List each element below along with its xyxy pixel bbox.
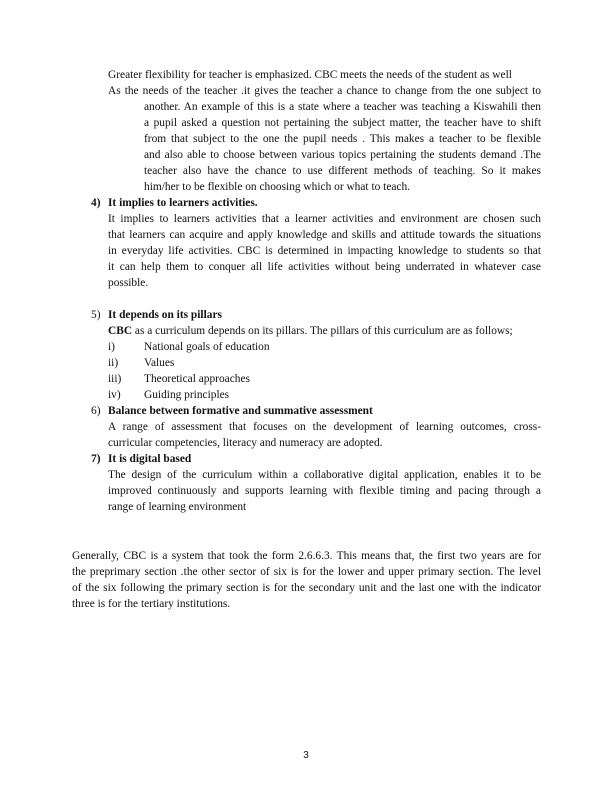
text-line: in everyday life activities. CBC is determined in impacting knowledge to students so that <box>108 245 541 257</box>
text-line: The design of the curriculum within a collaborative digital application, enables it to be <box>108 469 541 481</box>
text-line: teacher also have the chance to use different methods of teaching. So it makes <box>144 165 541 177</box>
text-line: improved continuously and supports learning with flexible timing and pacing through a <box>108 485 541 497</box>
text-line: it can help them to conquer all life activities without being underrated in whatever case <box>108 261 541 273</box>
item-number: 6) <box>91 405 101 417</box>
text-line: Generally, CBC is a system that took the form 2.6.6.3. This means that, the first two years are for <box>72 550 541 562</box>
text-line: and also able to choose between various topics pertaining the students demand .The <box>144 149 541 161</box>
text-line: a pupil asked a question not pertaining the subject matter, the teacher have to shift <box>144 117 541 129</box>
text-line: another. An example of this is a state where a teacher was teaching a Kiswahili then <box>144 101 541 113</box>
item-number: 5) <box>91 309 101 321</box>
sub-number: ii) <box>108 357 119 369</box>
text-rest: as a curriculum depends on its pillars. The pillars of this curriculum are as follows; <box>132 325 513 337</box>
text-line: him/her to be flexible on choosing which or what to teach. <box>144 181 411 193</box>
item-number: 7) <box>91 453 101 465</box>
item-heading: It implies to learners activities. <box>108 197 258 209</box>
sub-item: Theoretical approaches <box>144 373 250 385</box>
text-line: the preprimary section .the other sector of six is for the lower and upper primary section. The level <box>72 566 541 578</box>
sub-number: iii) <box>108 373 122 385</box>
text-line: from that subject to the one the pupil needs . This makes a teacher to be flexible <box>144 133 541 145</box>
text-line: As the needs of the teacher .it gives the teacher a chance to change from the one subject to <box>108 85 541 97</box>
item-number: 4) <box>91 197 101 209</box>
text-line: curricular competencies, literacy and numeracy are adopted. <box>108 437 383 449</box>
text-line: that learners can acquire and apply knowledge and skills and attitude towards the situations <box>108 229 541 241</box>
item-heading: Balance between formative and summative assessment <box>108 405 373 417</box>
text-line: three is for the tertiary institutions. <box>72 598 231 610</box>
text-line: Greater flexibility for teacher is emphasized. CBC meets the needs of the student as well <box>108 69 512 81</box>
text-line: A range of assessment that focuses on the development of learning outcomes, cross- <box>108 421 541 433</box>
sub-item: Guiding principles <box>144 389 230 401</box>
page-number: 3 <box>303 750 309 761</box>
item-heading: It is digital based <box>108 453 192 465</box>
text-line <box>108 323 513 339</box>
sub-number: i) <box>108 341 115 353</box>
bold-term: CBC <box>108 325 133 337</box>
sub-item: Values <box>144 357 175 369</box>
sub-number: iv) <box>108 389 121 401</box>
text-line: of the six following the primary section is for the secondary unit and the last one with the indicator <box>72 582 541 594</box>
text-line: It implies to learners activities that a learner activities and environment are chosen such <box>108 213 541 225</box>
sub-item: National goals of education <box>144 341 270 353</box>
text-line: possible. <box>108 277 149 289</box>
item-heading: It depends on its pillars <box>108 309 222 321</box>
text-line: range of learning environment <box>108 501 247 513</box>
